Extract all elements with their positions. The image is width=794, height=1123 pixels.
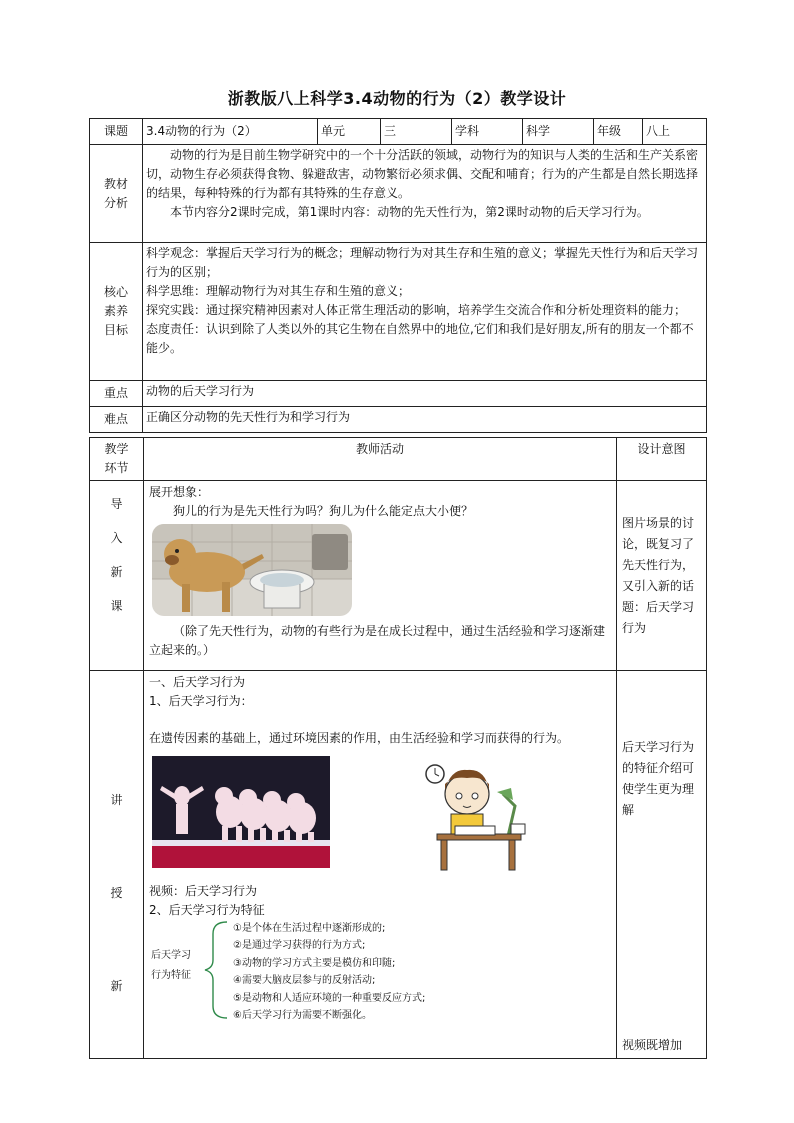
feature-item: ①是个体在生活过程中逐渐形成的; xyxy=(233,923,386,934)
key-point-value: 动物的后天学习行为 xyxy=(143,381,707,407)
goal-thinking: 科学思维：理解动物行为对其生存和生殖的意义； xyxy=(146,284,411,298)
lecture-intent-bottom: 视频既增加 xyxy=(622,1038,683,1052)
intro-question: 狗儿的行为是先天性行为吗？狗儿为什么能定点大小便？ xyxy=(173,504,474,518)
lecture-definition: 在遗传因素的基础上，通过环境因素的作用，由生活经验和学习而获得的行为。 xyxy=(149,731,570,745)
lecture-intent xyxy=(617,671,707,1059)
goals-content xyxy=(143,243,707,381)
dog-toilet-illustration xyxy=(152,524,352,616)
unit-label: 单元 xyxy=(318,119,381,145)
activity-header: 教师活动 xyxy=(144,438,617,481)
goal-concept: 科学观念：掌握后天学习行为的概念；理解动物行为对其生存和生殖的意义；掌握先天性行为和后天学习行为的区别； xyxy=(146,246,699,279)
lecture-heading-3: 2、后天学习行为特征 xyxy=(149,903,265,917)
feature-item: ④需要大脑皮层参与的反射活动; xyxy=(233,975,376,987)
lecture-video: 视频：后天学习行为 xyxy=(149,884,258,898)
lecture-heading-1: 一、后天学习行为 xyxy=(149,675,246,689)
lecture-images xyxy=(149,754,611,882)
lecture-stage: 讲 授 新 xyxy=(90,671,144,1059)
feature-item: ⑤是动物和人适应环境的一种重要反应方式; xyxy=(233,992,426,1004)
poodle-show-illustration xyxy=(152,756,330,868)
analysis-label: 教材 分析 xyxy=(90,145,143,243)
course-value: 3.4动物的行为（2） xyxy=(143,119,318,145)
feature-item: ③动物的学习方式主要是模仿和印随; xyxy=(233,957,396,969)
features-diagram xyxy=(149,920,611,1030)
grade-value: 八上 xyxy=(643,119,707,145)
unit-value: 三 xyxy=(381,119,452,145)
page-title: 浙教版八上科学3.4动物的行为（2）教学设计 xyxy=(227,89,567,108)
difficulty-label: 难点 xyxy=(90,407,143,433)
girl-studying-illustration xyxy=(411,754,533,874)
info-table xyxy=(89,118,707,433)
features-label: 后天学习 行为特征 xyxy=(151,950,191,981)
subject-value: 科学 xyxy=(523,119,594,145)
lecture-activity xyxy=(144,671,617,1059)
stage-header: 教学 环节 xyxy=(90,438,144,481)
dog-toilet-photo xyxy=(152,524,352,616)
analysis-paragraph-1: 动物的行为是目前生物学研究中的一个十分活跃的领域，动物行为的知识与人类的生活和生产关系密切，动物生存必须获得食物、躲避敌害，动物繁衍必须求偶、交配和哺育；行为的产生都是自然长期选择的结果，每种特殊的行为都有其特殊的生存意义。 xyxy=(146,148,699,200)
feature-item: ②是通过学习获得的行为方式; xyxy=(233,940,366,952)
grade-label: 年级 xyxy=(594,119,643,145)
lecture-heading-2: 1、后天学习行为： xyxy=(149,694,253,708)
analysis-paragraph-2: 本节内容分2课时完成，第1课时内容：动物的先天性行为，第2课时动物的后天学习行为。 xyxy=(170,205,649,219)
goal-attitude: 态度责任：认识到除了人类以外的其它生物在自然界中的地位,它们和我们是好朋友,所有的朋友一个都不能少。 xyxy=(146,322,694,355)
intro-line-1: 展开想象： xyxy=(149,485,210,499)
process-table xyxy=(89,437,707,1059)
difficulty-value: 正确区分动物的先天性行为和学习行为 xyxy=(143,407,707,433)
dog-performance-photo xyxy=(152,756,330,868)
feature-item: ⑥后天学习行为需要不断强化。 xyxy=(233,1010,372,1022)
goal-practice: 探究实践：通过探究精神因素对人体正常生理活动的影响，培养学生交流合作和分析处理资料的能力； xyxy=(146,303,687,317)
lecture-intent-text: 后天学习行为的特征介绍可使学生更为理解 xyxy=(622,740,695,817)
course-label: 课题 xyxy=(90,119,143,145)
intro-explanation: （除了先天性行为，动物的有些行为是在成长过程中，通过生活经验和学习逐渐建立起来的。） xyxy=(149,624,606,657)
intro-intent: 图片场景的讨论，既复习了先天性行为，又引入新的话题：后天学习行为 xyxy=(617,481,707,671)
cartoon-student-drawing xyxy=(411,754,533,874)
features-list xyxy=(233,920,425,1024)
subject-label: 学科 xyxy=(452,119,523,145)
intro-stage: 导 入 新 课 xyxy=(90,481,144,671)
goals-label: 核心 素养 目标 xyxy=(90,243,143,381)
analysis-content xyxy=(143,145,707,243)
key-point-label: 重点 xyxy=(90,381,143,407)
intent-header: 设计意图 xyxy=(617,438,707,481)
brace-icon xyxy=(199,920,229,1020)
intro-activity xyxy=(144,481,617,671)
